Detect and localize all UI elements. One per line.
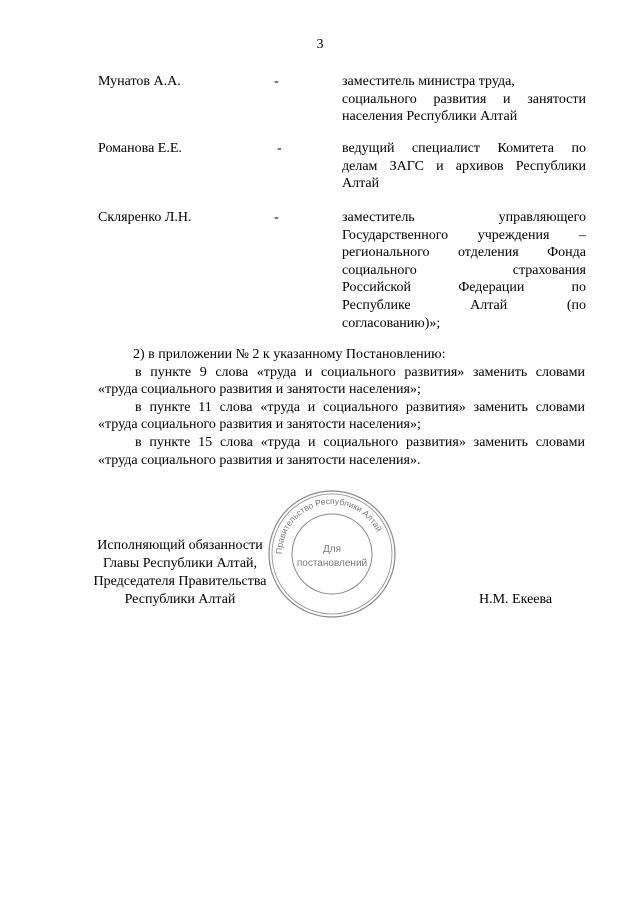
position-line: социального страхования (342, 262, 586, 278)
signer-name: Н.М. Екеева (479, 592, 553, 607)
position-line: населения Республики Алтай (342, 109, 518, 125)
member-position (342, 209, 586, 332)
member-name: Мунатов А.А. (98, 74, 181, 89)
position-line: Алтай (342, 176, 380, 192)
member-name: Романова Е.Е. (98, 141, 182, 156)
member-dash: - (274, 74, 279, 89)
member-position (342, 73, 586, 126)
amendment-item-line: в пункте 9 слова «труда и социального развития» заменить словами (135, 364, 585, 380)
position-line: заместитель управляющего (342, 210, 586, 225)
position-line: ведущий специалист Комитета по (342, 141, 586, 156)
position-line-text: заместитель министра труда, (342, 74, 515, 89)
position-line: Российской Федерации по (342, 280, 586, 296)
amendment-intro: 2) в приложении № 2 к указанному Постановлению: (133, 347, 446, 362)
signer-title-line: Главы Республики Алтай, (102, 556, 258, 571)
signer-title-line: Республики Алтай (124, 592, 236, 607)
signer-title (80, 537, 280, 609)
member-name: Скляренко Л.Н. (98, 210, 192, 225)
member-dash: - (274, 210, 279, 225)
position-line: регионального отделения Фонда (342, 245, 586, 261)
amendment-item-line: в пункте 11 слова «труда и социального развития» заменить словами (135, 399, 585, 415)
page-number: 3 (316, 37, 324, 52)
amendment-item-line: «труда социального развития и занятости населения»; (98, 417, 421, 433)
position-line: Государственного учреждения – (342, 227, 586, 243)
amendment-item-line: в пункте 15 слова «труда и социального развития» заменить словами (135, 434, 585, 450)
signer-title-line: Исполняющий обязанности (97, 538, 263, 553)
position-line: Республике Алтай (по (342, 297, 586, 313)
member-dash: - (277, 141, 282, 156)
amendment-item-line: «труда социального развития и занятости населения»; (98, 382, 421, 398)
amendments-block (98, 346, 585, 469)
position-line: согласованию)»; (342, 315, 441, 331)
seal-center-text-1: Для (322, 544, 342, 555)
signer-title-line: Председателя Правительства (93, 574, 267, 589)
position-line: социального развития и занятости (342, 91, 586, 107)
amendment-item-line: «труда социального развития и занятости населения». (98, 452, 421, 468)
position-line (342, 73, 586, 91)
seal-center-text-2: постановлений (296, 558, 368, 569)
seal-ring-text-path: Правительство Республики Алтай (273, 495, 385, 555)
official-seal-stamp (266, 488, 398, 620)
position-line: делам ЗАГС и архивов Республики (342, 158, 586, 174)
member-position (342, 140, 586, 193)
